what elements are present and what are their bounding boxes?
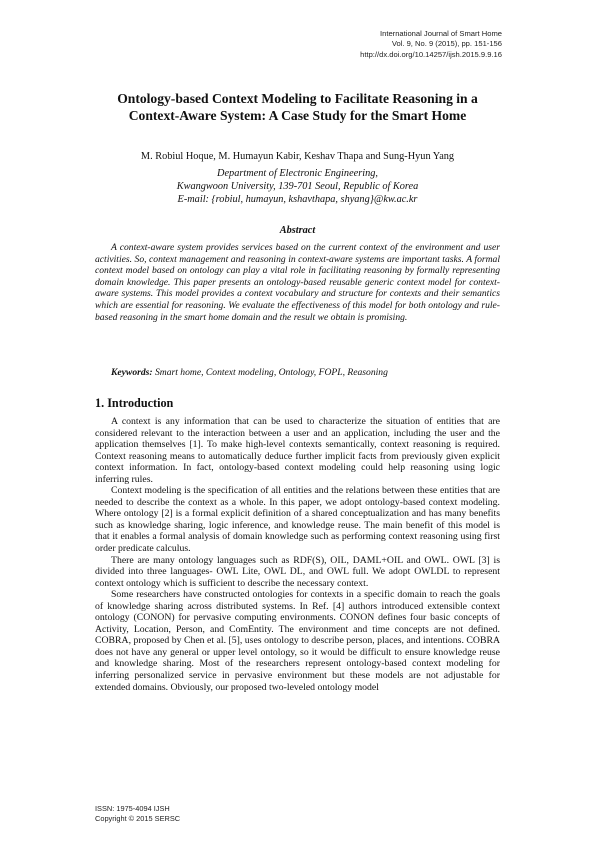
section-body	[95, 416, 500, 693]
abstract-heading: Abstract	[279, 225, 316, 236]
keywords-text: Smart home, Context modeling, Ontology, FOPL, Reasoning	[154, 367, 388, 378]
author-list: M. Robiul Hoque, M. Humayun Kabir, Keshav Thapa and Sung-Hyun Yang	[140, 151, 455, 162]
journal-name: International Journal of Smart Home	[380, 29, 502, 38]
copyright: Copyright © 2015 SERSC	[95, 814, 181, 824]
section-heading: 1. Introduction	[95, 396, 174, 410]
issn: ISSN: 1975-4094 IJSH	[95, 804, 170, 813]
affiliation	[95, 168, 500, 206]
page-footer	[95, 804, 180, 825]
keywords-label: Keywords:	[111, 367, 153, 378]
volume-info: Vol. 9, No. 9 (2015), pp. 151-156	[391, 39, 502, 49]
doi-link[interactable]: http://dx.doi.org/10.14257/ijsh.2015.9.9.16	[360, 49, 502, 59]
affiliation-department: Department of Electronic Engineering,	[217, 168, 378, 179]
affiliation-email: E-mail: {robiul, humayun, kshavthapa, shyang}@kw.ac.kr	[177, 193, 418, 205]
keywords	[95, 367, 500, 379]
paragraph: A context is any information that can be used to characterize the situation of entities that are considered relevant to the interaction between a user and an application, including the user and the application themselves [1]. To make high-level contexts semantically, context reasoning is required. Context reasoning means to automatically deduce further implicit facts from previously given explicit context information. In fact, ontology-based context modeling could help reasoning using logic inferring rules.	[95, 416, 500, 485]
paragraph: Some researchers have constructed ontologies for contexts in a specific domain to reach the goals of knowledge sharing across distributed systems. In Ref. [4] authors introduced extensible context ontology (CONON) for pervasive computing environments. CONON defines four basic concepts of Activity, Location, Person, and ComEntity. The environment and time concepts are not defined. COBRA, proposed by Chen et al. [5], uses ontology to describe person, places, and intentions. COBRA does not have any general or upper level ontology, so it would be difficult to ensure knowledge reuse and knowledge sharing. Most of the researchers represent ontology-based context modeling for inferring personalized service in pervasive environment but these models are not adjustable for extended domains. Obviously, our proposed two-leveled ontology model	[95, 589, 500, 693]
title-line-1: Ontology-based Context Modeling to Facilitate Reasoning in a	[117, 91, 478, 106]
paragraph: There are many ontology languages such as RDF(S), OIL, DAML+OIL and OWL. OWL [3] is divided into three languages- OWL Lite, OWL DL, and OWL full. We adopt OWLDL to represent context ontology which is sufficient to describe the necessary context.	[95, 554, 500, 589]
title-line-2: Context-Aware System: A Case Study for the Smart Home	[128, 107, 467, 123]
affiliation-university: Kwangwoon University, 139-701 Seoul, Republic of Korea	[176, 180, 419, 192]
journal-header	[360, 29, 502, 60]
paragraph: Context modeling is the specification of all entities and the relations between these entities that are needed to describe the context as a whole. In this paper, we adopt ontology-based context modeling. Where ontology [2] is a formal explicit definition of a shared conceptualization and has many benefits such as knowledge sharing, logic inference, and knowledge reuse. The main benefit of this model is that it enables a formal analysis of domain knowledge such as performing context reasoning using first order predicate calculus.	[95, 485, 500, 555]
paper-title	[95, 91, 500, 124]
abstract-text: A context-aware system provides services based on the current context of the environment and user activities. So, context management and reasoning in context-aware systems are important tasks. A formal context model based on ontology can play a vital role in facilitating reasoning by formally representing domain knowledge. This paper presents an ontology-based reusable generic context model for context-aware systems. This model provides a context vocabulary and structure for contexts and their semantics which are essential for reasoning. We evaluate the effectiveness of this model for both ontology and rule-based reasoning in the smart home domain and the result we obtain is promising.	[95, 242, 500, 323]
